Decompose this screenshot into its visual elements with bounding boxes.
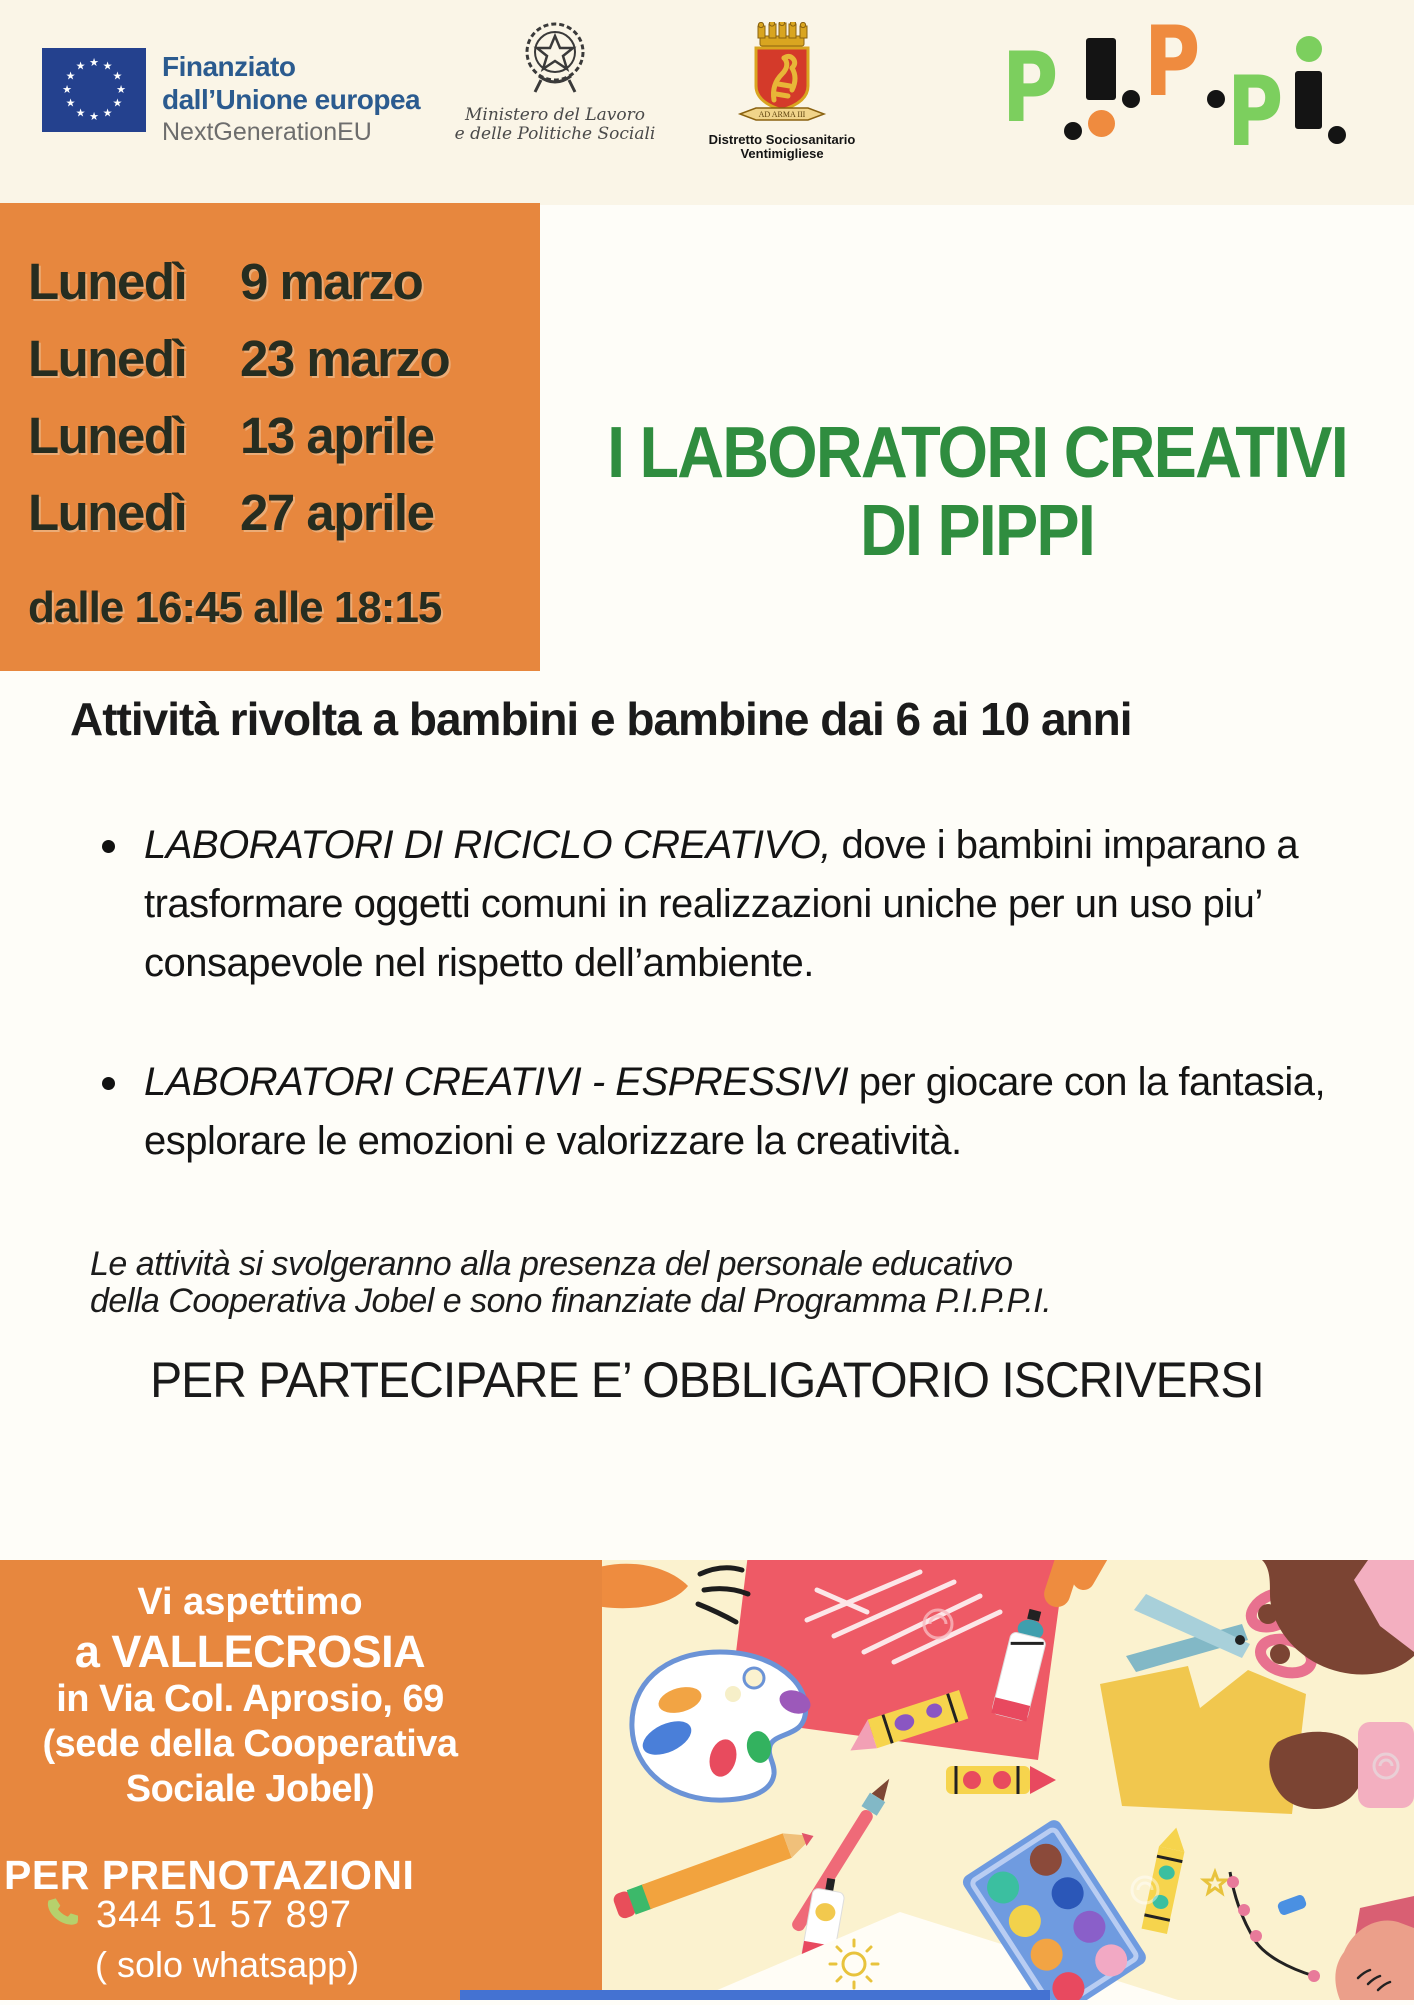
pippi-letter-i (1295, 36, 1322, 129)
schedule-box (0, 203, 540, 671)
ministry-logo (430, 14, 680, 144)
venue-line5: Sociale Jobel) (125, 1768, 375, 1810)
pink-sleeve (1358, 1722, 1414, 1808)
schedule-time: dalle 16:45 alle 18:15 (28, 583, 442, 632)
phone-note: ( solo whatsapp) (95, 1944, 360, 1985)
svg-text:★: ★ (89, 111, 99, 123)
schedule-day: Lunedì (28, 253, 187, 310)
activities-list (100, 816, 1368, 1171)
schedule-date: 23 marzo (240, 330, 450, 387)
bullet-lead: LABORATORI DI RICICLO CREATIVO, (144, 823, 831, 867)
funding-note-line2: della Cooperativa Jobel e sono finanziate dal Programma P.I.P.P.I. (90, 1282, 1052, 1320)
venue-line3: in Via Col. Aprosio, 69 (56, 1678, 444, 1720)
phone-icon (44, 1896, 78, 1935)
schedule-row (28, 320, 540, 397)
pippi-letter-p3: P (1226, 56, 1284, 168)
svg-text:★: ★ (112, 70, 123, 83)
pippi-dot-icon (1122, 90, 1140, 108)
svg-text:★: ★ (102, 60, 113, 73)
svg-text:★: ★ (89, 57, 99, 69)
svg-text:★: ★ (65, 97, 76, 110)
eu-funding-text (162, 48, 420, 147)
svg-text:★: ★ (62, 84, 72, 96)
district-logo (668, 22, 896, 161)
pippi-letter-p2: P (1144, 6, 1201, 118)
dark-hand-icon (1258, 1560, 1414, 1674)
eu-funding-line2: dall’Unione europea (162, 84, 421, 115)
eu-funding-logo (42, 48, 420, 147)
pippi-exclamation-icon (1086, 38, 1116, 137)
svg-text:AD ARMA III: AD ARMA III (758, 110, 806, 119)
registration-cta: PER PARTECIPARE E’ OBBLIGATORIO ISCRIVERSI (150, 1352, 1264, 1408)
pippi-letter-p1: P (1002, 32, 1059, 144)
schedule-date: 13 aprile (240, 407, 434, 464)
svg-text:★: ★ (75, 60, 86, 73)
coat-of-arms-icon (668, 22, 896, 130)
svg-text:★: ★ (112, 97, 123, 110)
bottom-blue-strip (460, 1990, 1050, 2000)
list-item (100, 1053, 1368, 1171)
schedule-date: 9 marzo (240, 253, 423, 310)
venue-line1: Vi aspettimo (137, 1581, 363, 1623)
schedule-day: Lunedì (28, 330, 187, 387)
footer-panel (0, 1560, 602, 2000)
eu-funding-line3: NextGenerationEU (162, 118, 372, 146)
pippi-dot-icon (1328, 126, 1346, 144)
svg-text:★: ★ (75, 107, 86, 120)
schedule-row (28, 474, 540, 551)
schedule-day: Lunedì (28, 407, 187, 464)
bullet-lead: LABORATORI CREATIVI - ESPRESSIVI (144, 1060, 849, 1104)
svg-text:★: ★ (102, 107, 113, 120)
list-item (100, 816, 1368, 993)
italy-emblem-icon (430, 14, 680, 104)
schedule-day: Lunedì (28, 484, 187, 541)
eu-flag-icon (42, 48, 146, 132)
booking-label: PER PRENOTAZIONI (4, 1852, 415, 1898)
pippi-dot-icon (1207, 90, 1225, 108)
ministry-name-line2: e delle Politiche Sociali (454, 124, 656, 144)
ministry-name-line1: Ministero del Lavoro (464, 105, 646, 125)
craft-illustration (602, 1560, 1414, 2000)
subtitle: Attività rivolta a bambini e bambine dai 6 ai 10 anni (70, 693, 1132, 745)
schedule-row (28, 243, 540, 320)
page-title-line1: I LABORATORI CREATIVI (607, 413, 1347, 493)
phone-row (44, 1894, 352, 1937)
funding-note-line1: Le attività si svolgeranno alla presenza del personale educativo (90, 1245, 1013, 1283)
pippi-logo (1002, 6, 1346, 168)
eu-funding-line1: Finanziato (162, 51, 296, 82)
schedule-row (28, 397, 540, 474)
venue-line4: (sede della Cooperativa (42, 1723, 458, 1765)
ministry-name (430, 106, 680, 144)
page-title-line2: DI PIPPI (859, 491, 1095, 571)
schedule-date: 27 aprile (240, 484, 434, 541)
page-title (540, 414, 1414, 570)
header-logos-band (0, 0, 1414, 205)
bullet-text: dove i bambini imparano a trasformare oggetti comuni in realizzazioni uniche per un uso piu’ consapevole nel rispetto dell’ambiente. (144, 823, 1299, 985)
funding-note (90, 1246, 1340, 1320)
phone-number: 344 51 57 897 (96, 1894, 353, 1936)
pippi-dot-icon (1064, 122, 1082, 140)
svg-text:★: ★ (65, 70, 76, 83)
venue-line2: a VALLECROSIA (74, 1626, 426, 1677)
district-label: Distretto Sociosanitario Ventimigliese (708, 132, 856, 161)
bullet-text: per giocare con la fantasia, esplorare le emozioni e valorizzare la creatività. (144, 1060, 1326, 1163)
svg-text:★: ★ (116, 84, 126, 96)
venue-address (0, 1578, 500, 1812)
